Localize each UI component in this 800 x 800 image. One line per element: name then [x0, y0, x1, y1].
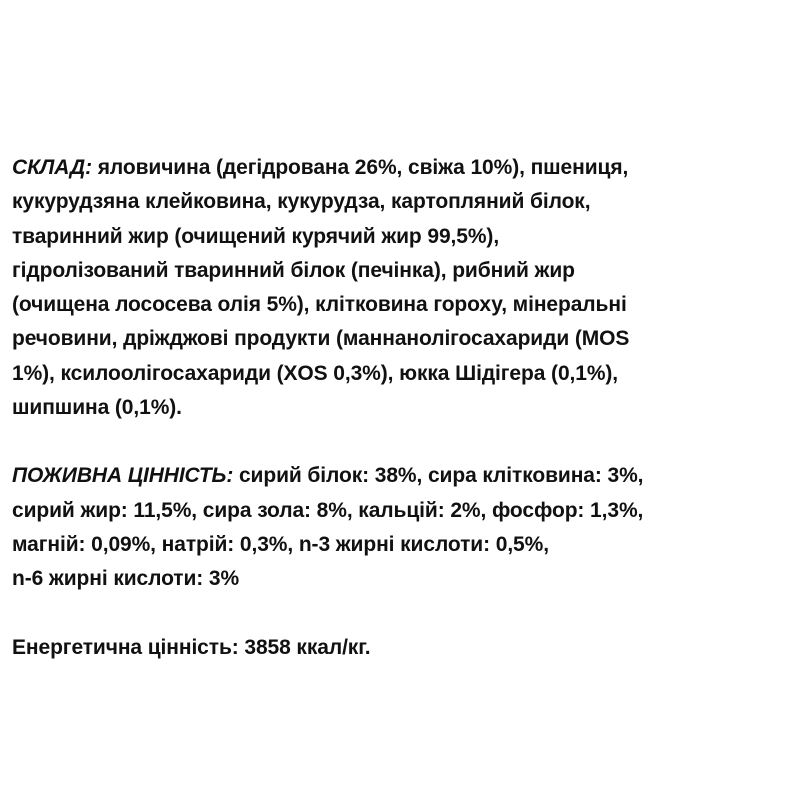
composition-label: СКЛАД:: [12, 156, 93, 179]
nutrition-line: магній: 0,09%, натрій: 0,3%, n-3 жирні кислоти: 0,5%,: [12, 532, 549, 556]
composition-line-text: яловичина (дегідрована 26%, свіжа 10%), пшениця,: [92, 156, 629, 179]
nutrition-line-text: сирий білок: 38%, сира клітковина: 3%,: [233, 464, 644, 488]
nutrition-line: n-6 жирні кислоти: 3%: [12, 567, 240, 591]
product-info-text: [12, 151, 792, 665]
composition-line: тваринний жир (очищений курячий жир 99,5%),: [12, 224, 500, 248]
composition-line: [12, 151, 792, 185]
composition-line: гідролізований тваринний білок (печінка), рибний жир: [12, 258, 575, 282]
composition-line: (очищена лососева олія 5%), клітковина гороху, мінеральні: [12, 293, 627, 317]
nutrition-section: [12, 459, 792, 596]
composition-line: речовини, дріжджові продукти (маннанолігосахариди (MOS: [12, 327, 630, 351]
nutrition-label: ПОЖИВНА ЦІННІСТЬ:: [12, 464, 234, 488]
energy-section: [12, 631, 792, 665]
composition-section: [12, 151, 792, 425]
nutrition-line: [12, 459, 792, 493]
composition-line: кукурудзяна клейковина, кукурудза, картопляний білок,: [12, 190, 591, 214]
nutrition-line: сирий жир: 11,5%, сира зола: 8%, кальцій: 2%, фосфор: 1,3%,: [12, 498, 644, 522]
composition-line: шипшина (0,1%).: [12, 396, 182, 420]
energy-value: Енергетична цінність: 3858 ккал/кг.: [12, 635, 371, 659]
composition-line: 1%), ксилоолігосахариди (XOS 0,3%), юкка Шідігера (0,1%),: [12, 361, 619, 385]
